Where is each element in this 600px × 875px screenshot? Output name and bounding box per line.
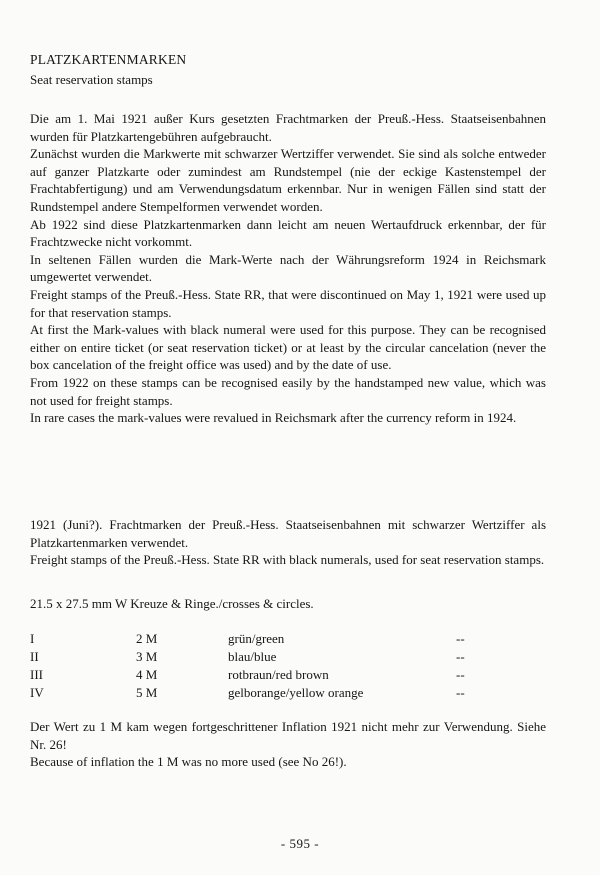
table-row — [30, 631, 500, 649]
intro-paragraph: Freight stamps of the Preuß.-Hess. State RR, that were discontinued on May 1, 1921 were used up for that reservation stamps. — [30, 286, 546, 320]
stamp-price: -- — [456, 649, 465, 664]
stamp-color: grün/green — [228, 631, 285, 646]
intro-paragraph: Die am 1. Mai 1921 außer Kurs gesetzten Frachtmarken der Preuß.-Hess. Staatseisenbahnen wurden für Platzkartengebühren aufgebraucht. — [30, 111, 546, 144]
stamp-number: II — [30, 649, 39, 664]
stamp-value: 5 M — [136, 685, 158, 700]
table-row — [30, 685, 500, 703]
issue-paragraph: Freight stamps of the Preuß.-Hess. State RR with black numerals, used for seat reservation stamps. — [30, 552, 545, 568]
stamp-number: III — [30, 667, 43, 682]
note-english: Because of inflation the 1 M was no more used (see No 26!). — [30, 754, 347, 770]
note-german: Der Wert zu 1 M kam wegen fortgeschrittener Inflation 1921 nicht mehr zur Verwendung. Siehe Nr. 26! — [30, 719, 546, 752]
issue-paragraph: 1921 (Juni?). Frachtmarken der Preuß.-Hess. Staatseisenbahnen mit schwarzer Wertziffer als Platzkartenmarken verwendet. — [30, 517, 546, 550]
format-line: 21.5 x 27.5 mm W Kreuze & Ringe./crosses & circles. — [30, 596, 314, 611]
stamp-color: gelborange/yellow orange — [228, 685, 364, 700]
stamp-color: rotbraun/red brown — [228, 667, 329, 682]
stamp-value: 2 M — [136, 631, 158, 646]
intro-paragraph: Ab 1922 sind diese Platzkartenmarken dann leicht am neuen Wertaufdruck erkennbar, der für Frachtzwecke nicht vorkommt. — [30, 216, 546, 250]
intro-paragraph: From 1922 on these stamps can be recognised easily by the handstamped new value, which was not used for freight stamps. — [30, 374, 546, 408]
stamp-color: blau/blue — [228, 649, 277, 664]
notes-section — [30, 718, 546, 771]
page-title: PLATZKARTENMARKEN — [30, 52, 187, 67]
page-subtitle: Seat reservation stamps — [30, 72, 153, 87]
stamp-value: 4 M — [136, 667, 158, 682]
issue-section — [30, 516, 546, 569]
intro-paragraph: Zunächst wurden die Markwerte mit schwarzer Wertziffer verwendet. Sie sind als solche entweder auf ganzer Platzkarte oder zumindest am Rundstempel (nie der eckige Kastenstempel der Frachtabfertigung) und am Verwendungsdatum erkennbar. Nur in wenigen Fällen sind statt der Rundstempel andere Stempelformen verwendet worden. — [30, 146, 546, 214]
stamp-price: -- — [456, 667, 465, 682]
stamp-value: 3 M — [136, 649, 158, 664]
stamp-price: -- — [456, 685, 465, 700]
stamp-number: I — [30, 631, 35, 646]
stamp-number: IV — [30, 685, 44, 700]
intro-paragraph: In seltenen Fällen wurden die Mark-Werte nach der Währungsreform 1924 in Reichsmark umgewertet verwendet. — [30, 251, 546, 285]
intro-paragraph: In rare cases the mark-values were revalued in Reichsmark after the currency reform in 1924. — [30, 410, 517, 426]
stamp-price: -- — [456, 631, 465, 646]
intro-paragraph: At first the Mark-values with black numeral were used for this purpose. They can be recognised either on entire ticket (or seat reservation ticket) or at least by the circular cancelation (never the box cancelation of the freight office was used) and by the date of use. — [30, 322, 546, 373]
table-row — [30, 667, 500, 685]
table-row — [30, 649, 500, 667]
intro-section — [30, 110, 546, 427]
page-number: - 595 - — [280, 836, 320, 851]
